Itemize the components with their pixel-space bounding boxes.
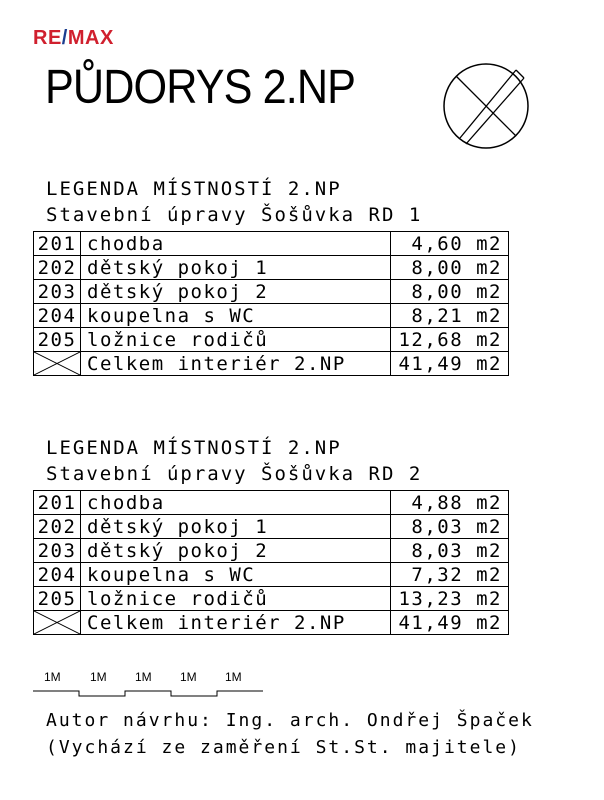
table-row: [34, 328, 509, 352]
room-name: dětský pokoj 1: [81, 256, 391, 280]
cross-icon: [34, 352, 80, 375]
legend-1-subheading: Stavební úpravy Šošůvka RD 1: [46, 204, 423, 226]
room-area: 4,60 m2: [391, 232, 509, 256]
north-arrow-icon: [440, 60, 532, 152]
room-area: 8,00 m2: [391, 280, 509, 304]
legend-2-subheading: Stavební úpravy Šošůvka RD 2: [46, 463, 423, 485]
room-number: 205: [34, 328, 81, 352]
logo-part-re: RE: [33, 27, 62, 49]
room-name: dětský pokoj 2: [81, 539, 391, 563]
room-number: 203: [34, 280, 81, 304]
legend-1-heading: LEGENDA MÍSTNOSTÍ 2.NP: [46, 178, 342, 200]
total-label: Celkem interiér 2.NP: [81, 611, 391, 635]
table-row: [34, 539, 509, 563]
room-area: 8,03 m2: [391, 539, 509, 563]
room-number: 202: [34, 256, 81, 280]
legend-2-table: [33, 490, 509, 635]
room-number: 205: [34, 587, 81, 611]
room-area: 7,32 m2: [391, 563, 509, 587]
legend-2-heading: LEGENDA MÍSTNOSTÍ 2.NP: [46, 437, 342, 459]
cross-cell: [34, 611, 81, 635]
room-name: ložnice rodičů: [81, 328, 391, 352]
room-number: 201: [34, 232, 81, 256]
room-number: 201: [34, 491, 81, 515]
scale-label: 1M: [90, 670, 107, 684]
table-row: [34, 232, 509, 256]
total-row: [34, 352, 509, 376]
table-row: [34, 491, 509, 515]
logo-part-max: MAX: [67, 27, 114, 49]
remax-logo: [33, 27, 114, 50]
source-note: (Vychází ze zaměření St.St. majitele): [46, 737, 521, 758]
table-row: [34, 587, 509, 611]
room-number: 203: [34, 539, 81, 563]
table-row: [34, 256, 509, 280]
cross-icon: [34, 611, 80, 634]
room-name: dětský pokoj 2: [81, 280, 391, 304]
room-name: chodba: [81, 491, 391, 515]
legend-1-table: [33, 231, 509, 376]
room-area: 13,23 m2: [391, 587, 509, 611]
room-name: koupelna s WC: [81, 304, 391, 328]
total-label: Celkem interiér 2.NP: [81, 352, 391, 376]
room-area: 12,68 m2: [391, 328, 509, 352]
scale-label: 1M: [135, 670, 152, 684]
logo-slash: /: [61, 27, 68, 49]
room-area: 8,21 m2: [391, 304, 509, 328]
table-row: [34, 515, 509, 539]
table-row: [34, 563, 509, 587]
total-area: 41,49 m2: [391, 611, 509, 635]
total-row: [34, 611, 509, 635]
room-name: dětský pokoj 1: [81, 515, 391, 539]
room-name: ložnice rodičů: [81, 587, 391, 611]
room-name: koupelna s WC: [81, 563, 391, 587]
cross-cell: [34, 352, 81, 376]
scale-label: 1M: [225, 670, 242, 684]
page-title: PŮDORYS 2.NP: [45, 61, 356, 114]
table-row: [34, 280, 509, 304]
room-number: 204: [34, 304, 81, 328]
room-area: 8,03 m2: [391, 515, 509, 539]
table-row: [34, 304, 509, 328]
author-line: Autor návrhu: Ing. arch. Ondřej Špaček: [46, 710, 534, 731]
room-name: chodba: [81, 232, 391, 256]
room-number: 204: [34, 563, 81, 587]
scale-label: 1M: [44, 670, 61, 684]
scale-label: 1M: [180, 670, 197, 684]
total-area: 41,49 m2: [391, 352, 509, 376]
room-area: 4,88 m2: [391, 491, 509, 515]
room-area: 8,00 m2: [391, 256, 509, 280]
room-number: 202: [34, 515, 81, 539]
